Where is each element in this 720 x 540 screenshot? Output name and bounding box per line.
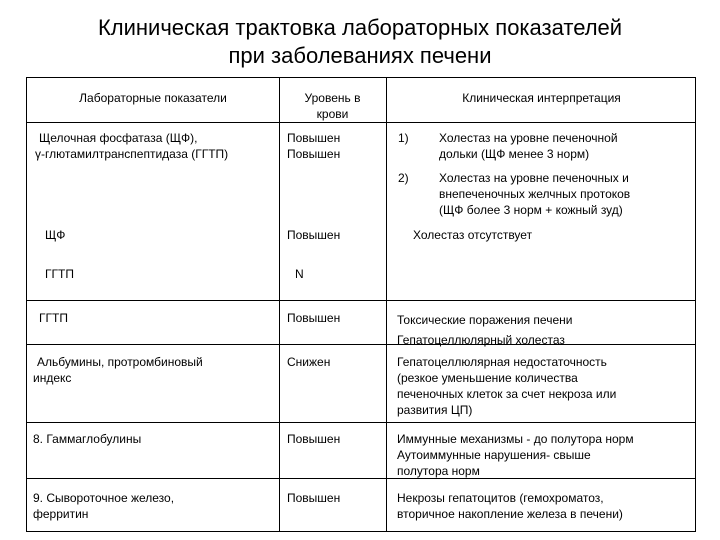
row3-indicator: ГГТП xyxy=(39,311,68,325)
row3-level: Повышен xyxy=(287,311,341,325)
header-level: Уровень в крови xyxy=(304,91,361,121)
row1-indicator: Щелочная фосфатаза (ЩФ), γ-глютамилтранспептидаза (ГГТП) xyxy=(35,131,229,161)
row1-level: Повышен Повышен xyxy=(287,131,341,161)
row3-interpretation: Токсические поражения печени Гепатоцеллюлярный холестаз xyxy=(397,313,573,347)
row5-interpretation: Иммунные механизмы - до полутора норм Аутоиммунные нарушения- свыше полутора норм xyxy=(397,432,634,478)
row4-interpretation: Гепатоцеллюлярная недостаточность (резкое уменьшение количества печеночных клеток за счет некроза или развития ЦП) xyxy=(397,355,617,417)
row-divider xyxy=(27,344,695,345)
col-divider-2 xyxy=(386,78,387,300)
row5-indicator: 8. Гаммаглобулины xyxy=(33,432,142,446)
col-divider-1 xyxy=(279,78,280,531)
row4-level: Снижен xyxy=(287,355,331,369)
row2-indicator-ggt: ГГТП xyxy=(45,267,74,281)
row-divider xyxy=(27,422,695,423)
row-divider xyxy=(27,300,695,301)
row2-level-alp: Повышен xyxy=(287,228,341,242)
row2-level-ggt: N xyxy=(295,267,304,281)
row2-indicator-alp: ЩФ xyxy=(45,228,66,242)
page-title xyxy=(0,14,720,70)
row6-level: Повышен xyxy=(287,491,341,505)
row-divider xyxy=(27,122,695,123)
title-line-1: Клиническая трактовка лабораторных показателей xyxy=(97,15,623,40)
header-interpretation: Клиническая интерпретация xyxy=(462,91,621,105)
row1-num-1: 1) xyxy=(398,131,409,145)
header-indicators: Лабораторные показатели xyxy=(79,91,227,105)
row2-interpretation: Холестаз отсутствует xyxy=(413,228,533,242)
row6-interpretation: Некрозы гепатоцитов (гемохроматоз, вторичное накопление железа в печени) xyxy=(397,491,623,521)
row4-indicator: Альбумины, протромбиновый индекс xyxy=(33,355,203,385)
row1-interpretation-2: Холестаз на уровне печеночных и внепеченочных желчных протоков (ЩФ более 3 норм + кожный зуд) xyxy=(439,171,631,217)
row1-num-2: 2) xyxy=(398,171,409,185)
row6-indicator: 9. Сывороточное железо, ферритин xyxy=(33,491,175,521)
col-divider-2 xyxy=(386,300,387,531)
title-line-2: при заболеваниях печени xyxy=(228,43,492,68)
row1-interpretation-1: Холестаз на уровне печеночной дольки (ЩФ менее 3 норм) xyxy=(439,131,618,161)
lab-indicators-table xyxy=(26,77,696,532)
row5-level: Повышен xyxy=(287,432,341,446)
